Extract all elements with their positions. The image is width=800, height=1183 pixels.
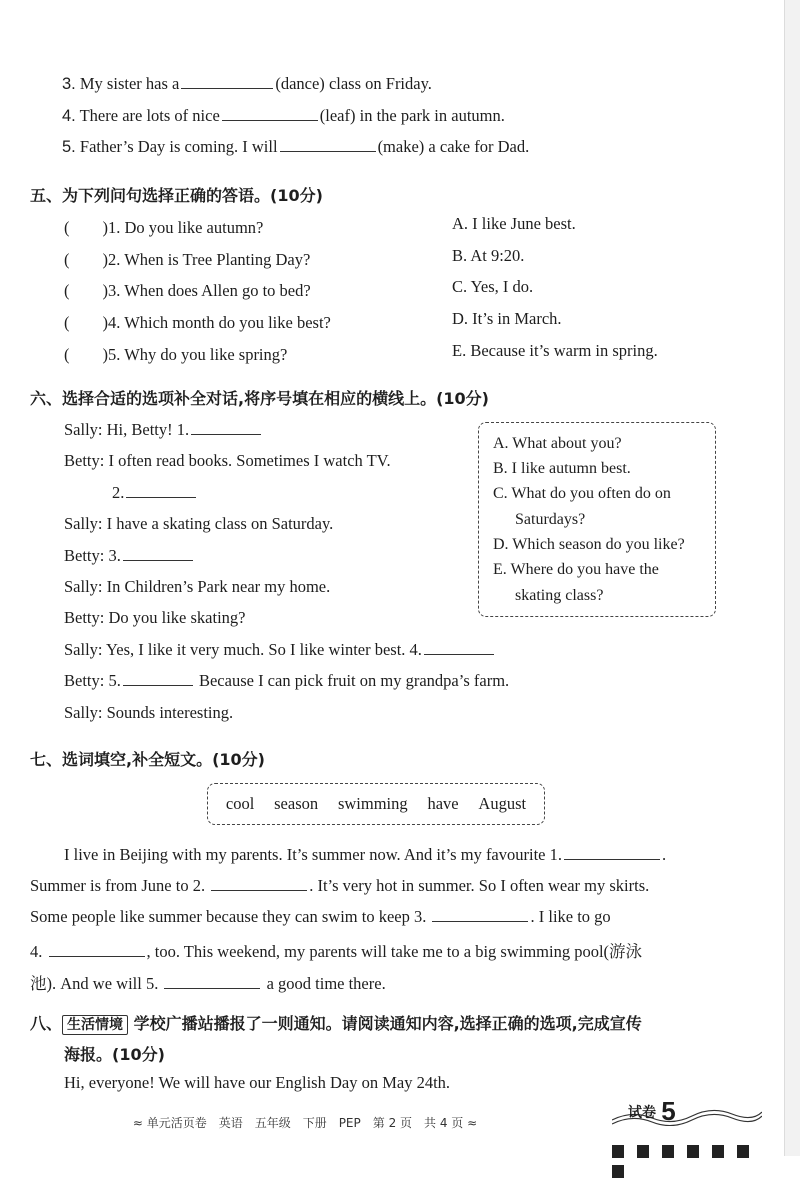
edge-bar	[637, 1145, 649, 1158]
answer-blank[interactable]	[432, 920, 528, 922]
page-badge: 试卷 5	[628, 1096, 676, 1127]
section7-heading: 七、选词填空,补全短文。(10分)	[30, 750, 265, 769]
word-option: have	[427, 794, 459, 813]
answer-blank[interactable]	[123, 684, 193, 686]
option-item: E. Where do you have the	[493, 561, 659, 578]
answer-blank[interactable]	[222, 119, 318, 121]
edge-bar	[662, 1145, 674, 1158]
page-footer: ≈ 单元活页卷 英语 五年级 下册 PEP 第 2 页 共 4 页 ≈	[132, 1116, 478, 1130]
dialogue-line: Betty: I often read books. Sometimes I watch TV.	[64, 451, 391, 470]
option-item: D. Which season do you like?	[493, 536, 685, 553]
passage-line: 池). And we will 5. a good time there.	[30, 974, 386, 993]
s5-question: ( )4. Which month do you like best?	[64, 313, 331, 332]
page-edge	[784, 0, 800, 1156]
dialogue-line: Sally: Sounds interesting.	[64, 703, 234, 722]
answer-blank[interactable]	[164, 987, 260, 989]
passage-line: I live in Beijing with my parents. It’s summer now. And it’s my favourite 1. .	[64, 845, 667, 864]
option-item: skating class?	[515, 587, 604, 604]
passage-line: Summer is from June to 2. . It’s very hot in summer. So I often wear my skirts.	[30, 876, 650, 895]
edge-bar	[712, 1145, 724, 1158]
s5-question: ( )2. When is Tree Planting Day?	[64, 250, 311, 269]
answer-paren[interactable]: ( )	[64, 281, 108, 300]
answer-blank[interactable]	[424, 653, 494, 655]
answer-blank[interactable]	[191, 433, 261, 435]
s5-question: ( )5. Why do you like spring?	[64, 345, 288, 364]
s4-item-5: 5. Father’s Day is coming. I will (make) a cake for Dad.	[62, 137, 530, 156]
s5-answer: C. Yes, I do.	[452, 277, 534, 296]
word-bank	[207, 783, 545, 825]
dialogue-line: Betty: 3.	[64, 546, 195, 566]
s5-answer: E. Because it’s warm in spring.	[452, 341, 658, 360]
answer-blank[interactable]	[126, 496, 196, 498]
passage-line: 4. , too. This weekend, my parents will take me to a big swimming pool(游泳	[30, 942, 643, 961]
answer-blank[interactable]	[280, 150, 376, 152]
dialogue-line: Sally: Yes, I like it very much. So I like winter best. 4.	[64, 640, 496, 660]
notice-first-line: Hi, everyone! We will have our English Day on May 24th.	[64, 1073, 451, 1092]
s5-question: ( )1. Do you like autumn?	[64, 218, 264, 237]
options-box	[478, 422, 716, 617]
s5-answer: D. It’s in March.	[452, 309, 562, 328]
answer-blank[interactable]	[123, 559, 193, 561]
s5-question: ( )3. When does Allen go to bed?	[64, 281, 311, 300]
edge-bar	[737, 1145, 749, 1158]
dialogue-line: Sally: I have a skating class on Saturday.	[64, 514, 334, 533]
section6-heading: 六、选择合适的选项补全对话,将序号填在相应的横线上。(10分)	[30, 389, 489, 408]
edge-bar	[687, 1145, 699, 1158]
answer-blank[interactable]	[49, 955, 145, 957]
word-option: August	[478, 794, 527, 813]
word-option: swimming	[337, 794, 408, 813]
passage-line: Some people like summer because they can swim to keep 3. . I like to go	[30, 907, 611, 926]
s5-answer: B. At 9:20.	[452, 246, 525, 265]
answer-paren[interactable]: ( )	[64, 313, 108, 332]
answer-paren[interactable]: ( )	[64, 345, 108, 364]
s4-item-4: 4. There are lots of nice (leaf) in the park in autumn.	[62, 106, 505, 125]
answer-blank[interactable]	[564, 858, 660, 860]
answer-paren[interactable]: ( )	[64, 250, 108, 269]
option-item: Saturdays?	[515, 511, 586, 528]
word-option: cool	[225, 794, 255, 813]
option-item: B. I like autumn best.	[493, 460, 631, 477]
context-tag: 生活情境	[62, 1015, 128, 1035]
dialogue-line: 2.	[112, 483, 198, 503]
answer-blank[interactable]	[211, 889, 307, 891]
edge-bar	[612, 1145, 624, 1158]
edge-bar	[612, 1165, 624, 1178]
edge-bars	[612, 1143, 784, 1156]
dialogue-line: Sally: Hi, Betty! 1.	[64, 420, 263, 440]
section8-heading: 八、 生活情境 学校广播站播报了一则通知。请阅读通知内容,选择正确的选项,完成宣传	[30, 1014, 642, 1033]
answer-blank[interactable]	[181, 87, 273, 89]
dialogue-line: Sally: In Children’s Park near my home.	[64, 577, 331, 596]
dialogue-line: Betty: 5. Because I can pick fruit on my grandpa’s farm.	[64, 671, 510, 690]
s5-answer: A. I like June best.	[452, 214, 576, 233]
option-item: A. What about you?	[493, 435, 622, 452]
word-option: season	[274, 794, 319, 813]
answer-paren[interactable]: ( )	[64, 218, 108, 237]
section5-heading: 五、为下列问句选择正确的答语。(10分)	[30, 186, 323, 205]
dialogue-line: Betty: Do you like skating?	[64, 608, 246, 627]
s4-item-3: 3. My sister has a (dance) class on Friday.	[62, 74, 432, 93]
section8-heading-line2: 海报。(10分)	[64, 1045, 165, 1064]
option-item: C. What do you often do on	[493, 485, 671, 502]
